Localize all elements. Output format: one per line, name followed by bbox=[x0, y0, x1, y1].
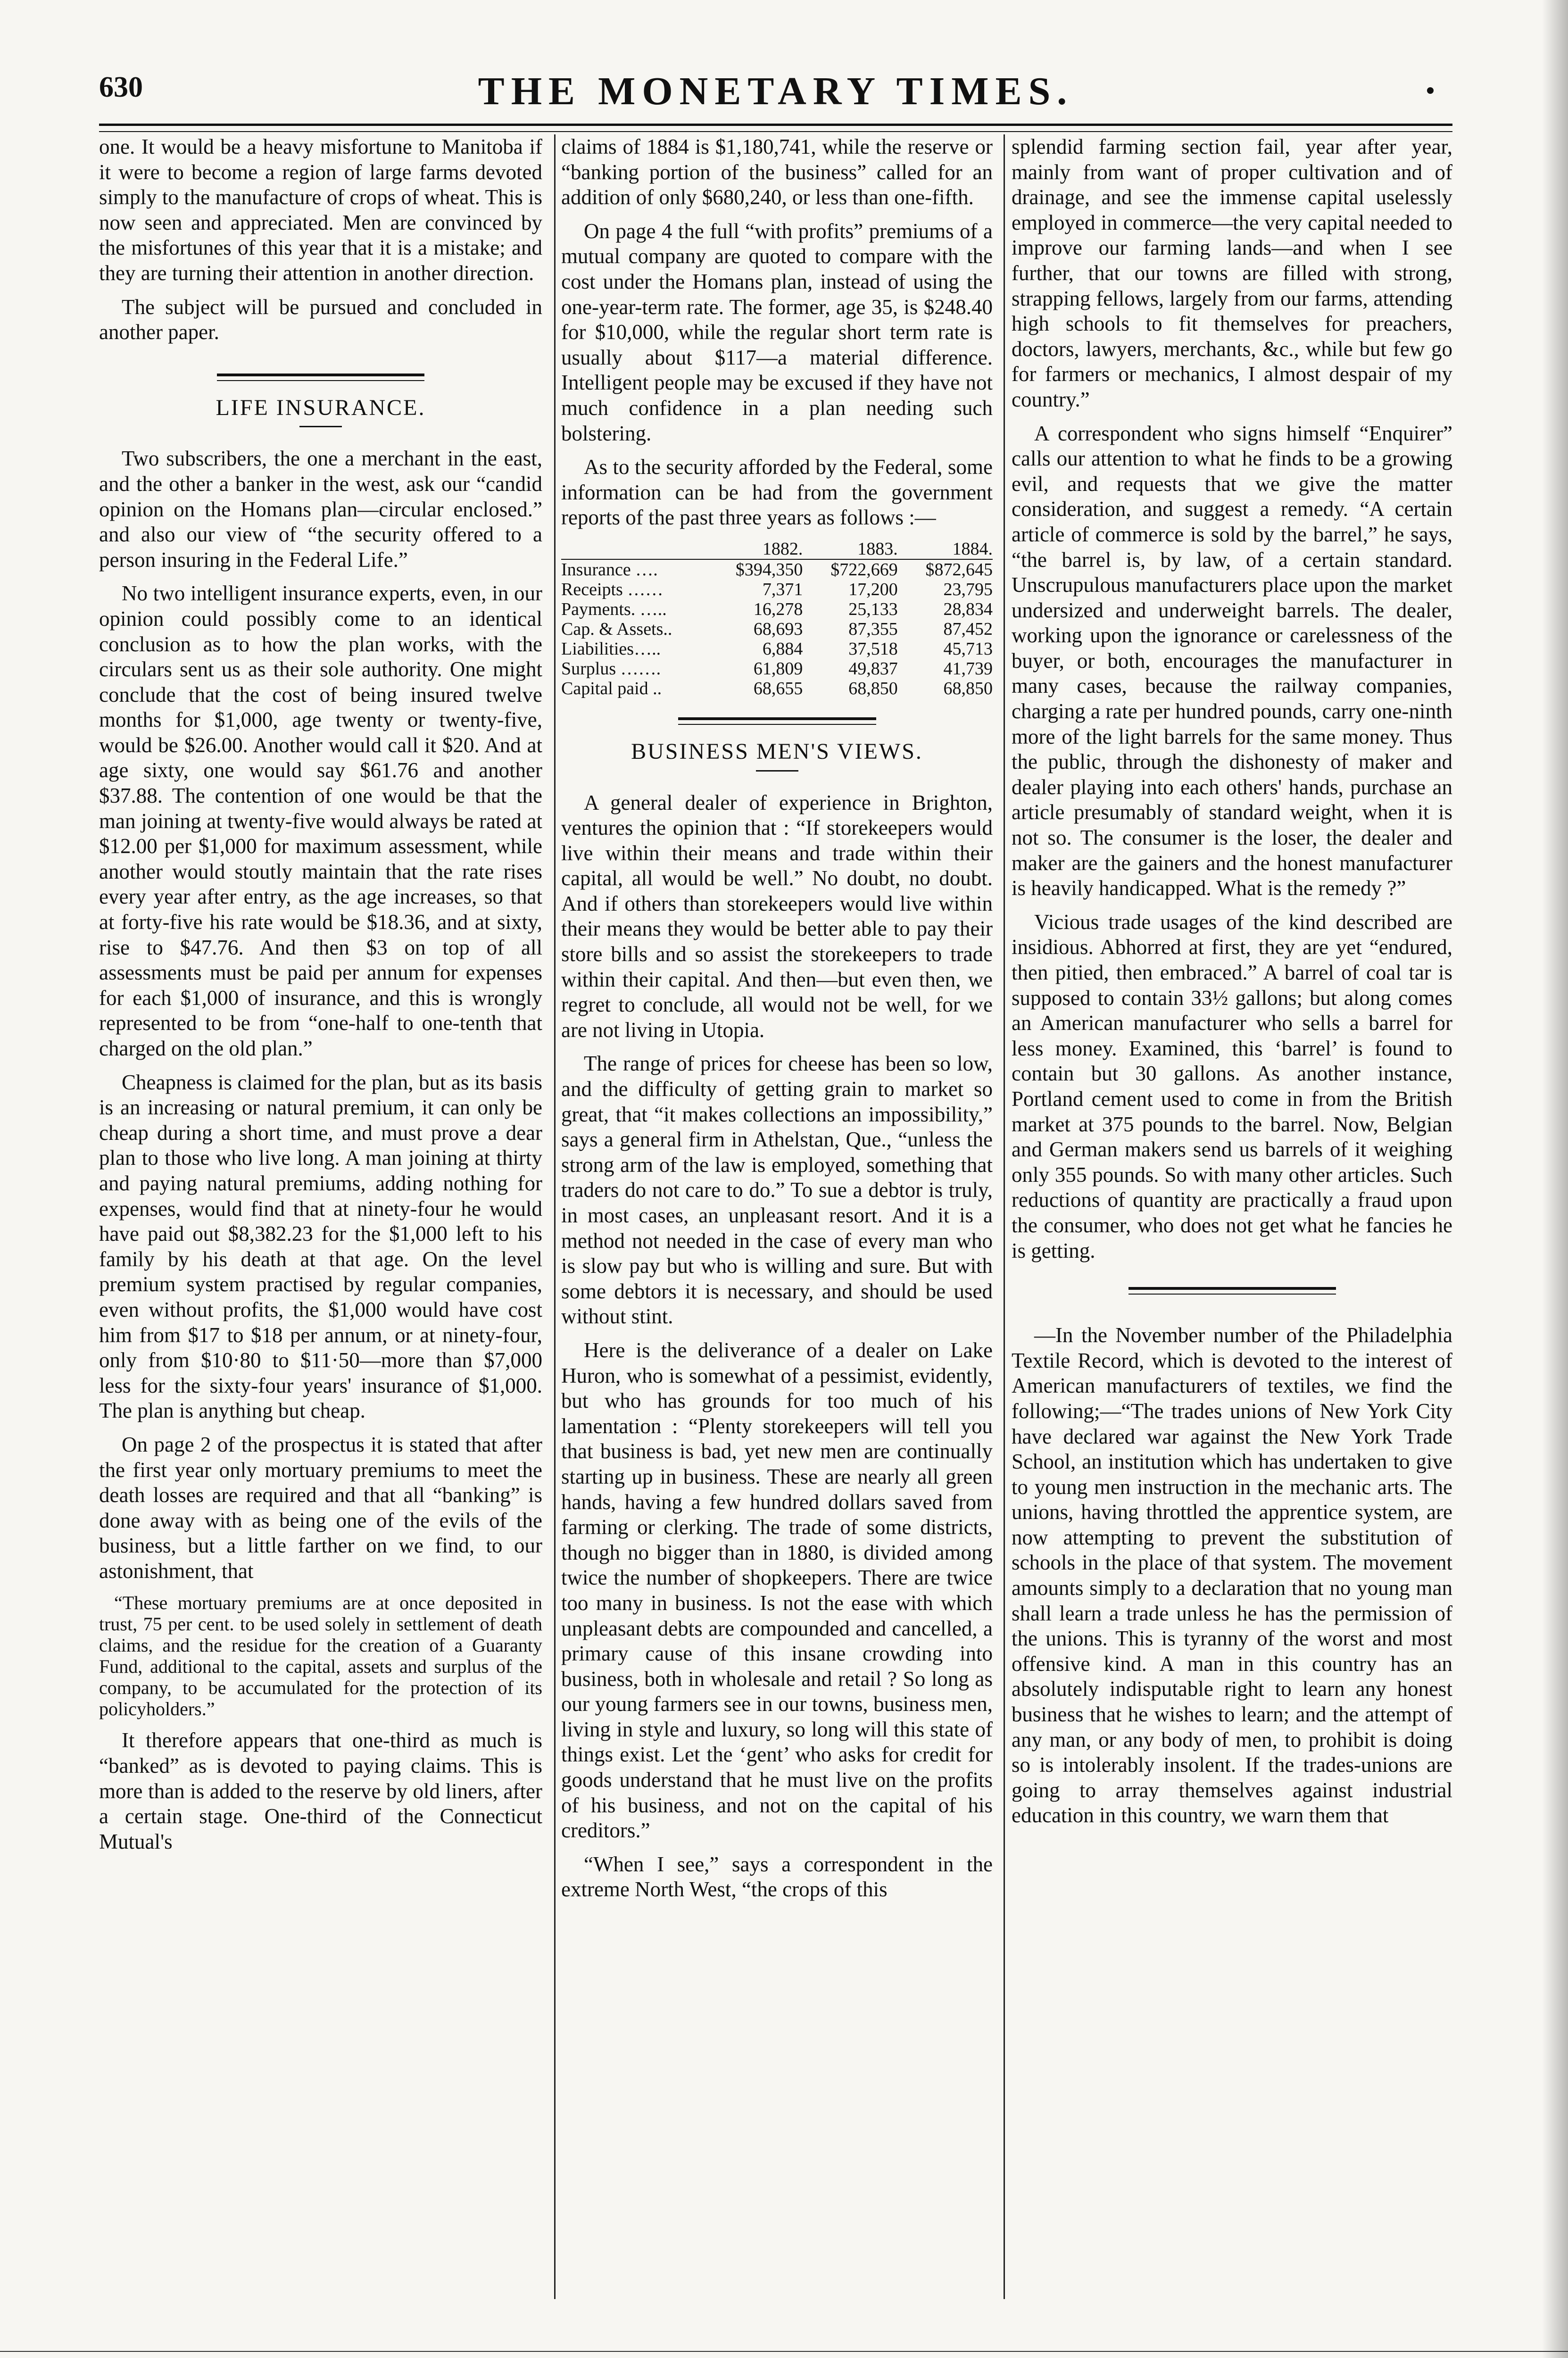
table-row: Receipts …… 7,371 17,200 23,795 bbox=[561, 579, 993, 599]
paragraph: Vicious trade usages of the kind described are insidious. Abhorred at first, they are yet “endured, then pitied, then embraced.” A barrel of coal tar is supposed to contain 33½ gallons; but along comes an American manufacturer who sells a barrel for less money. Examined, this ‘barrel’ is found to contain but 30 gallons. As another instance, Portland cement used to come in from the British market at 375 pounds to the barrel. Now, Belgian and German makers send us barrels of it weighing only 355 pounds. So with many other articles. Such reductions of quantity are practically a fraud upon the consumer, who does not get what he fancies he is getting. bbox=[1012, 910, 1452, 1262]
table-row: Cap. & Assets.. 68,693 87,355 87,452 bbox=[561, 619, 993, 639]
paragraph: On page 4 the full “with profits” premiums of a mutual company are quoted to compare with the cost under the Homans plan, instead of using the one-year-term rate. The former, age 35, is $248.40 for $10,000, while the regular short term rate is usually about $117—a material difference. Intelligent people may be excused if they have not much confidence in a plan needing such bolstering. bbox=[561, 219, 993, 445]
masthead bbox=[99, 64, 1452, 116]
paragraph: splendid farming section fail, year after year, mainly from want of proper cultivation and of drainage, and see the immense capital uselessly employed in commerce—the very capital needed to improve our farming lands—and when I see further, that our towns are filled with strong, strapping fellows, largely from our farms, attending high schools to fit themselves for preachers, doctors, lawyers, merchants, &c., while but few go for farmers or mechanics, I almost despair of my country.” bbox=[1012, 135, 1452, 411]
heading-underline bbox=[299, 426, 342, 427]
header-rule-thin bbox=[99, 131, 1452, 132]
header-rule-thick bbox=[99, 124, 1452, 126]
paragraph: Here is the deliverance of a dealer on Lake Huron, who is somewhat of a pessimist, evidently, but who has grounds for too much of his lamentation : “Plenty storekeepers will tell you that business is bad, yet new men are continually starting up in business. These are nearly all green hands, having a few hundred dollars saved from farming or clerking. The trade of some districts, though no bigger than in 1880, is divided among twice the number of shopkeepers. There are twice too many in business. Is not the ease with which unpleasant debts are compounded and cancelled, a primary cause of this insane crowding into business, both in wholesale and retail ? So long as our young farmers see in our towns, business men, living in style and luxury, so long will this state of things exist. Let the ‘gent’ who asks for credit for goods understand that he must live on the profits of his business, and not on the capital of his creditors.” bbox=[561, 1338, 993, 1843]
paragraph: As to the security afforded by the Federal, some information can be had from the government reports of the past three years as follows :— bbox=[561, 455, 993, 530]
paragraph: The range of prices for cheese has been so low, and the difficulty of getting grain to market so great, that “it makes collections an impossibility,” says a general firm in Athelstan, Que., “unless the strong arm of the law is employed, something that traders do not care to do.” To sue a debtor is truly, in most cases, an unpleasant resort. And it is a method not needed in the case of every man who is slow pay but who is willing and sure. But with some debtors it is necessary, and should be used without stint. bbox=[561, 1052, 993, 1328]
section-heading-life-insurance: LIFE INSURANCE. bbox=[216, 395, 426, 420]
section-heading-business-mens-views: BUSINESS MEN'S VIEWS. bbox=[631, 739, 923, 764]
section-divider bbox=[1128, 1287, 1336, 1295]
column-2 bbox=[561, 134, 993, 2304]
paragraph: No two intelligent insurance experts, even, in our opinion could possibly come to an identical conclusion as to how the plan works, with the circulars sent us as their sole authority. One might conclude that the cost of being insured twelve months for $1,000, age twenty or twenty-five, would be $26.00. Another would call it $20. And at age sixty, one would say $61.76 and another $37.88. The contention of one would be that the man joining at twenty-five would always be rated at $12.00 per $1,000 for maximum assessment, while another would stoutly maintain that the rate rises every year after entry, as the age increases, so that at forty-five his rate would be $18.36, and at sixty, rise to $47.76. And then $3 on top of all assessments must be paid per annum for expenses for each $1,000 of insurance, and this is wrongly represented to be from “one-half to one-tenth that charged on the old plan.” bbox=[99, 581, 542, 1060]
bottom-edge-line bbox=[0, 2351, 1568, 2352]
block-quote: “These mortuary premiums are at once deposited in trust, 75 per cent. to be used solely in settlement of death claims, and the residue for the creation of a Guaranty Fund, additional to the capital, assets and surplus of the company, to be accumulated for the protection of its policyholders.” bbox=[99, 1592, 542, 1720]
table-row: Capital paid .. 68,655 68,850 68,850 bbox=[561, 678, 993, 698]
federal-life-financial-table bbox=[561, 539, 993, 698]
section-divider bbox=[217, 374, 424, 381]
paragraph: A general dealer of experience in Brighton, ventures the opinion that : “If storekeepers would live within their means and trade within their capital, all would be well.” No doubt, no doubt. And if others than storekeepers would live within their means they would be better able to pay their store bills and so assist the storekeepers to trade within their capital. And then—but even then, we regret to conclude, all would not be well, for we are not living in Utopia. bbox=[561, 790, 993, 1042]
table-row: Payments. ….. 16,278 25,133 28,834 bbox=[561, 599, 993, 619]
paragraph: A correspondent who signs himself “Enquirer” calls our attention to what he finds to be a growing evil, and requests that we give the matter consideration, and suggest a remedy. “A certain article of commerce is sold by the barrel,” he says, “the barrel is, by law, of a certain standard. Unscrupulous manufacturers place upon the market undersized and underweight barrels. The dealer, working upon the ignorance or carelessness of the buyer, or both, encourages the manufacturer in many cases, because the railway companies, charging a rate per hundred pounds, carry one-ninth more of the light barrels for the same money. Thus the public, through the dishonesty of maker and dealer playing into each others' hands, purchase an article presumably of standard weight, when it is not so. The consumer is the loser, the dealer and maker are the gainers and the honest manufacturer is heavily handicapped. What is the remedy ?” bbox=[1012, 421, 1452, 900]
paragraph: The subject will be pursued and concluded in another paper. bbox=[99, 295, 542, 344]
paragraph: On page 2 of the prospectus it is stated that after the first year only mortuary premiums to meet the death losses are required and that all “banking” is done away with as being one of the evils of the business, but a little farther on we find, to our astonishment, that bbox=[99, 1432, 542, 1583]
masthead-dot bbox=[1427, 87, 1434, 94]
paragraph: “When I see,” says a correspondent in the extreme North West, “the crops of this bbox=[561, 1852, 993, 1901]
table-header-year: 1884. bbox=[952, 539, 993, 559]
paragraph: Cheapness is claimed for the plan, but as its basis is an increasing or natural premium, it can only be cheap during a short time, and must prove a dear plan to those who live long. A man joining at thirty and paying natural premiums, adding nothing for expenses, would find that at ninety-four he would have paid out $8,382.23 for the $1,000 left to his family by his death at that age. On the level premium system practised by regular companies, even without profits, the $1,000 would have cost him from $17 to $18 per annum, or at ninety-four, only from $10·80 to $11·50—more than $7,000 less for the sixty-four years' insurance of $1,000. The plan is anything but cheap. bbox=[99, 1070, 542, 1423]
page-number: 630 bbox=[99, 71, 143, 103]
table-header-year: 1882. bbox=[762, 539, 803, 559]
column-3 bbox=[1012, 134, 1452, 2304]
table-row: Insurance …. $394,350 $722,669 $872,645 bbox=[561, 559, 993, 580]
page-edge-shadow bbox=[1542, 0, 1568, 2358]
paragraph: claims of 1884 is $1,180,741, while the reserve or “banking portion of the business” called for an addition of only $680,240, or less than one-fifth. bbox=[561, 135, 993, 209]
paragraph: one. It would be a heavy misfortune to Manitoba if it were to become a region of large farms devoted simply to the manufacture of crops of wheat. This is now seen and appreciated. Men are convinced by the misfortunes of this year that it is a mistake; and they are turning their attention in another direction. bbox=[99, 135, 542, 285]
table-row: Liabilities….. 6,884 37,518 45,713 bbox=[561, 639, 993, 659]
table-header-year: 1883. bbox=[857, 539, 898, 559]
paragraph: Two subscribers, the one a merchant in the east, and the other a banker in the west, ask our “candid opinion on the Homans plan—circular enclosed.” and also our view of “the security offered to a person insuring in the Federal Life.” bbox=[99, 447, 542, 572]
paragraph: —In the November number of the Philadelphia Textile Record, which is devoted to the interest of American manufacturers of textiles, we find the following;—“The trades unions of New York City have declared war against the New York Trade School, an institution which has undertaken to give to young men instruction in the mechanic arts. The unions, having throttled the apprentice system, are now attempting to prevent the substitution of schools in the place of that system. The movement amounts simply to a declaration that no young man shall learn a trade unless he has the permission of the unions. This is tyranny of the worst and most offensive kind. A man in this country has an absolutely indisputable right to learn any honest business that he wishes to learn; and the attempt of any man, or any body of men, to prohibit is doing so is intolerably insolent. If the trades-unions are going to array themselves against industrial education in this country, we warn them that bbox=[1012, 1323, 1452, 1827]
column-1 bbox=[99, 134, 542, 2304]
column-divider-2 bbox=[1004, 134, 1005, 2299]
paragraph: It therefore appears that one-third as much is “banked” as is devoted to paying claims. This is more than is added to the reserve by old liners, after a certain stage. One-third of the Connecticut Mutual's bbox=[99, 1728, 542, 1853]
table-row: Surplus ……. 61,809 49,837 41,739 bbox=[561, 658, 993, 679]
column-divider-1 bbox=[554, 134, 556, 2299]
section-divider bbox=[678, 717, 876, 725]
heading-underline bbox=[756, 770, 798, 772]
publication-title: THE MONETARY TIMES. bbox=[478, 69, 1074, 113]
